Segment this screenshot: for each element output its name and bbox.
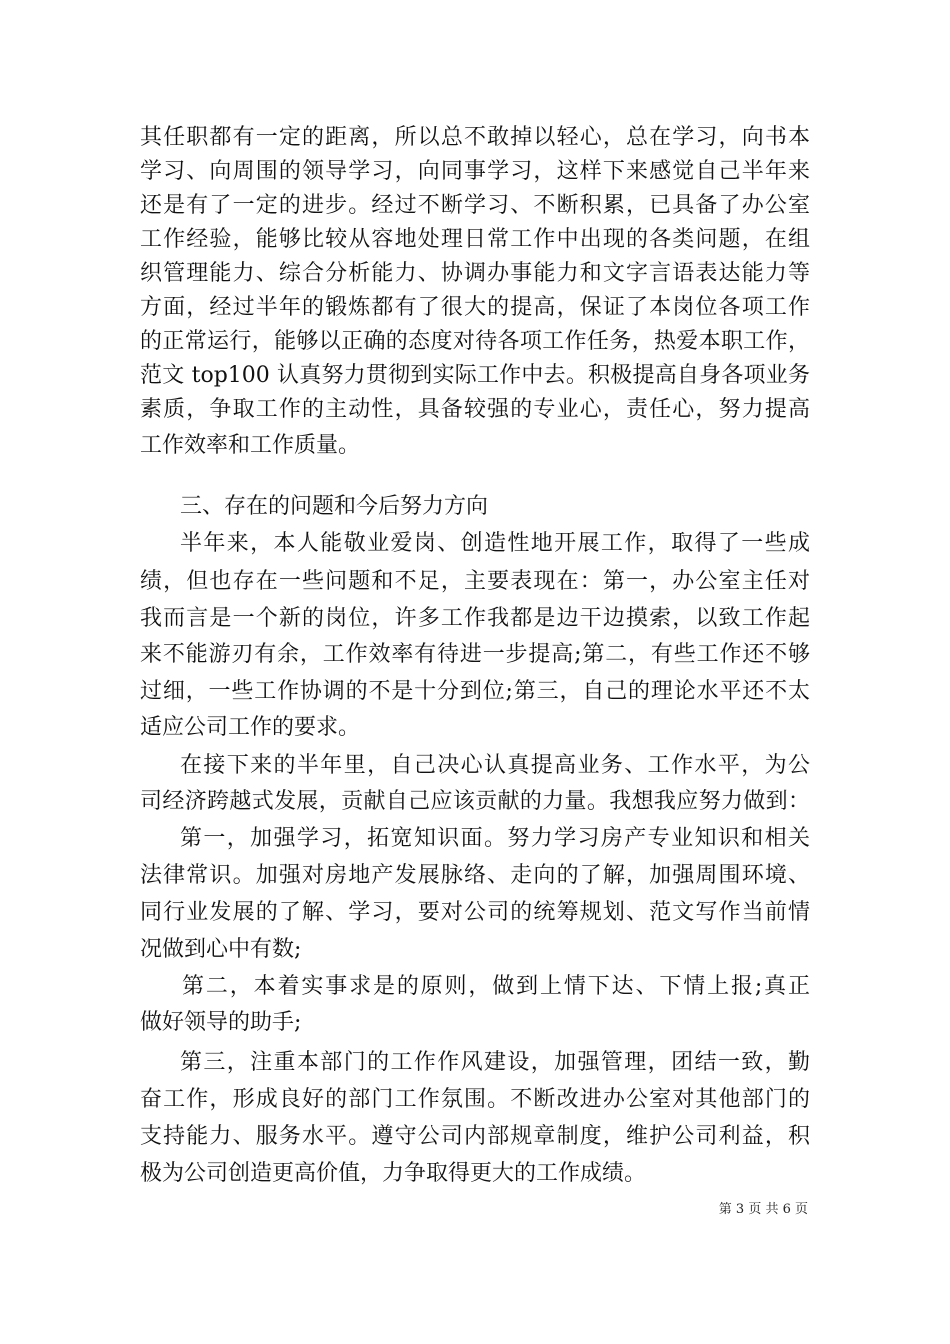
text-line: 过细，一些工作协调的不是十分到位;第三，自己的理论水平还不太 [140, 679, 810, 704]
text-line: 方面，经过半年的锻炼都有了很大的提高，保证了本岗位各项工作 [140, 295, 810, 320]
text-line: 来不能游刃有余，工作效率有待进一步提高;第二，有些工作还不够 [140, 642, 810, 667]
text-line: 绩，但也存在一些问题和不足，主要表现在：第一，办公室主任对 [140, 569, 810, 594]
text-line: 第二，本着实事求是的原则，做到上情下达、下情上报;真正 [182, 974, 810, 999]
text-line: 还是有了一定的进步。经过不断学习、不断积累，已具备了办公室 [140, 193, 810, 218]
text-line: 支持能力、服务水平。遵守公司内部规章制度，维护公司利益，积 [140, 1124, 810, 1149]
text-line: 奋工作，形成良好的部门工作氛围。不断改进办公室对其他部门的 [140, 1087, 810, 1112]
text-line: 适应公司工作的要求。 [140, 715, 361, 740]
text-line: 工作效率和工作质量。 [140, 433, 361, 458]
text-line: 其任职都有一定的距离，所以总不敢掉以轻心，总在学习，向书本 [140, 125, 810, 150]
text-line: 我而言是一个新的岗位，许多工作我都是边干边摸索，以致工作起 [140, 606, 810, 631]
text-line: 学习、向周围的领导学习，向同事学习，这样下来感觉自己半年来 [140, 159, 810, 184]
text-line: 况做到心中有数; [140, 937, 302, 962]
text-line: 素质，争取工作的主动性，具备较强的专业心，责任心，努力提高 [140, 397, 810, 422]
text-line: 司经济跨越式发展，贡献自己应该贡献的力量。我想我应努力做到： [140, 789, 810, 814]
text-line: 极为公司创造更高价值，力争取得更大的工作成绩。 [140, 1161, 647, 1186]
text-line: 半年来，本人能敬业爱岗、创造性地开展工作，取得了一些成 [180, 531, 810, 556]
text-line: 的正常运行，能够以正确的态度对待各项工作任务，热爱本职工作， [140, 329, 810, 354]
text-line: 做好领导的助手; [140, 1010, 302, 1035]
page-number: 第 3 页 共 6 页 [718, 1202, 808, 1217]
section-heading: 三、存在的问题和今后努力方向 [180, 494, 489, 519]
text-line: 法律常识。加强对房地产发展脉络、走向的了解，加强周围环境、 [140, 863, 810, 888]
text-line: 织管理能力、综合分析能力、协调办事能力和文字言语表达能力等 [140, 261, 810, 286]
text-line: 第一，加强学习，拓宽知识面。努力学习房产专业知识和相关 [180, 826, 810, 851]
text-line: 同行业发展的了解、学习，要对公司的统筹规划、范文写作当前情 [140, 900, 810, 925]
text-line: 范文 top100 认真努力贯彻到实际工作中去。积极提高自身各项业务 [140, 363, 810, 388]
text-line: 工作经验，能够比较从容地处理日常工作中出现的各类问题，在组 [140, 227, 810, 252]
text-line: 第三，注重本部门的工作作风建设，加强管理，团结一致，勤 [180, 1050, 810, 1075]
text-line: 在接下来的半年里，自己决心认真提高业务、工作水平，为公 [180, 753, 810, 778]
